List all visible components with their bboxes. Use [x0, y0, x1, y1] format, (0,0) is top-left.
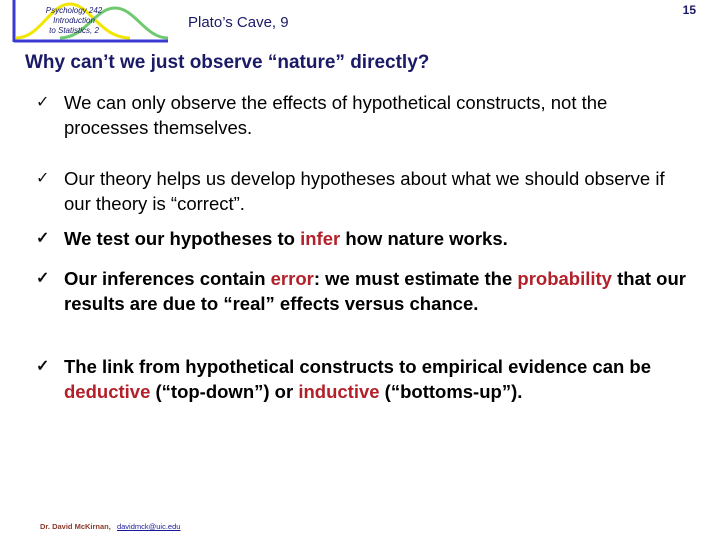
checkmark-icon: ✓	[36, 170, 50, 187]
course-logo	[0, 0, 170, 44]
emphasis-probability: probability	[517, 268, 612, 289]
logo-line-1: Psychology 242	[45, 6, 103, 15]
slide-heading: Why can’t we just observe “nature” directly?	[25, 52, 430, 73]
bullet-text-segment: (“bottoms-up”).	[379, 381, 523, 402]
bullet-text: We can only observe the effects of hypothetical constructs, not the processes themselves.	[64, 92, 608, 138]
checkmark-icon: ✓	[36, 358, 50, 375]
bullet-text-segment: The link from hypothetical constructs to empirical evidence can be	[64, 356, 652, 377]
bullet-item	[36, 166, 696, 226]
logo-line-3: to Statistics, 2	[49, 26, 99, 35]
footer	[40, 522, 180, 531]
bullet-item	[36, 226, 696, 266]
checkmark-icon: ✓	[36, 270, 50, 287]
footer-author: Dr. David McKirnan,	[40, 522, 111, 531]
bullet-text-segment: : we must estimate the	[313, 268, 518, 289]
emphasis-deductive: deductive	[64, 381, 151, 402]
page-number: 15	[682, 3, 696, 17]
emphasis-inductive: inductive	[298, 381, 380, 402]
bullet-text-segment: how nature works.	[340, 228, 508, 249]
logo-line-2: Introduction	[53, 16, 95, 25]
footer-email-link[interactable]: davidmck@uic.edu	[116, 522, 181, 531]
bullet-text: Our theory helps us develop hypotheses about what we should observe if our theory is “correct”.	[64, 168, 665, 214]
bullet-text-segment: Our inferences contain	[64, 268, 271, 289]
checkmark-icon: ✓	[36, 230, 50, 247]
bullet-item	[36, 266, 696, 354]
bullet-text-segment: We test our hypotheses to	[64, 228, 301, 249]
bullet-text-segment: (“top-down”) or	[150, 381, 299, 402]
slide-title: Plato’s Cave, 9	[188, 14, 289, 31]
emphasis-infer: infer	[300, 228, 341, 249]
bullet-list	[36, 90, 696, 404]
bullet-text-segment: that our results are due to “real” effects versus chance.	[64, 268, 686, 314]
bullet-item	[36, 90, 696, 166]
bullet-item	[36, 354, 696, 404]
checkmark-icon: ✓	[36, 94, 50, 111]
emphasis-error: error	[270, 268, 314, 289]
